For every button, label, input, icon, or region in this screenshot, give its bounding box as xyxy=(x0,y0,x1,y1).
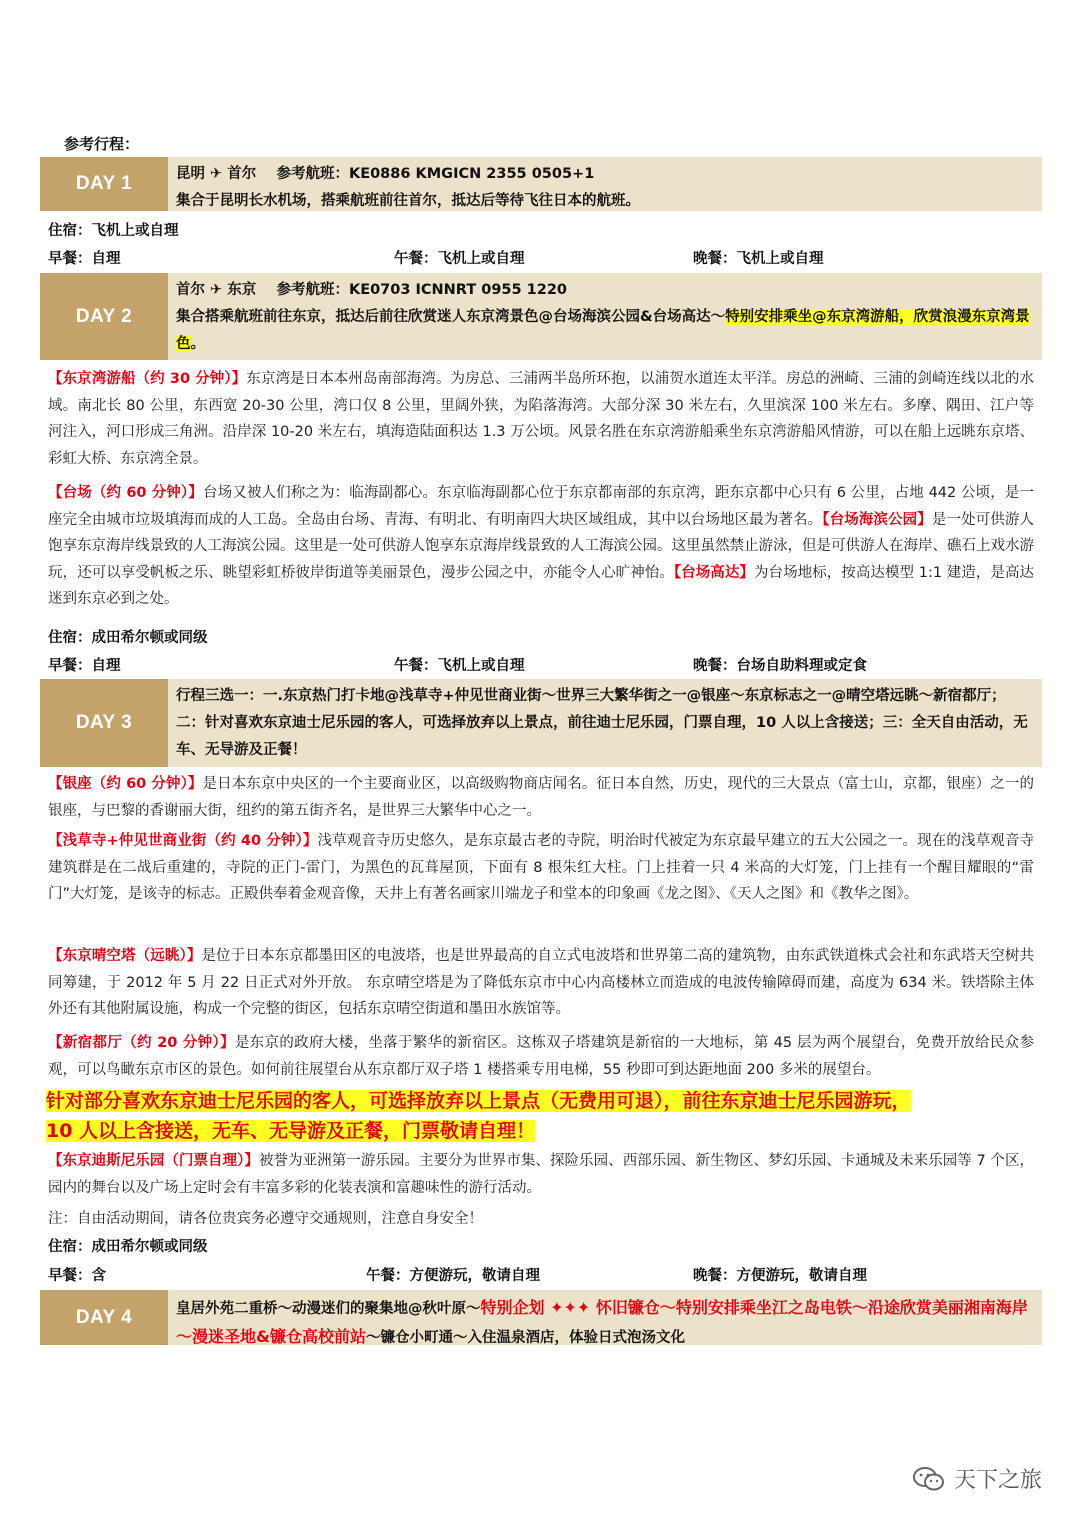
tag-skytree: 【东京晴空塔（远眺）】 xyxy=(48,948,202,964)
day2-route: 首尔 ✈ 东京 xyxy=(176,282,257,298)
day3-paragraph-skytree xyxy=(48,943,1034,1023)
account-watermark xyxy=(912,1463,1042,1494)
day1-flight: 参考航班：KE0886 KMGICN 2355 0505+1 xyxy=(276,166,595,182)
bay-cruise-text: 东京湾是日本本州岛南部海湾。为房总、三浦两半岛所环抱，以浦贺水道连太平洋。房总的洲崎、三浦的剑崎连线以北的水域。南北长 80 公里，东西宽 20-30 公里，湾口仅 8 公里，里阔外狭，为陷落海湾。大部分深 30 米左右，久里滨深 100 米左右。多摩、隅田、江户等河注入，河口形成三角洲。沿岸深 10-20 米左右，填海造陆面积达 1.3 万公顷。风景名胜在东京湾游船乘坐东京湾游船风情游，可以在船上远眺东京塔、彩虹大桥、东京湾全景。 xyxy=(48,371,1034,467)
day3-paragraph-disney xyxy=(48,1148,1034,1201)
day4-label: DAY 4 xyxy=(40,1290,168,1345)
reference-itinerary-title: 参考行程： xyxy=(64,135,140,153)
day2-desc-end: 。 xyxy=(190,336,205,352)
day1-summary xyxy=(168,157,1042,211)
tag-bay-cruise: 【东京湾游船（约 30 分钟）】 xyxy=(48,371,247,387)
day2-paragraph-bay-cruise xyxy=(48,366,1034,472)
day4-summary xyxy=(168,1290,1042,1345)
tag-odaiba: 【台场（约 60 分钟）】 xyxy=(48,485,203,501)
day2-desc-highlight: 特别安排乘坐@东京湾游船，欣赏浪漫东京湾景色 xyxy=(176,309,1030,352)
day3-desc: 行程三选一：一.东京热门打卡地@浅草寺+仲见世商业街～世界三大繁华街之一@银座～东京标志之一@晴空塔远眺～新宿都厅；二：针对喜欢东京迪士尼乐园的客人，可选择放弃以上景点，前往迪士尼乐园，门票自理，10 人以上含接送；三：全天自由活动，无车、无导游及正餐！ xyxy=(176,688,1028,758)
day3-paragraph-shinjuku xyxy=(48,1030,1034,1083)
day3-hotel: 住宿：成田希尔顿或同级 xyxy=(48,1239,208,1255)
day3-lunch: 午餐：方便游玩，敬请自理 xyxy=(366,1268,540,1284)
skytree-text: 是位于日本东京都墨田区的电波塔，也是世界最高的自立式电波塔和世界第二高的建筑物，由东武铁道株式会社和东武塔天空树共同筹建，于 2012 年 5 月 22 日正式对外开放。 东京晴空塔是为了降低东京市中心内高楼林立而造成的电波传输障碍而建，高度为 634 米。铁塔除主体外还有其他附属设施，构成一个完整的街区，包括东京晴空街道和墨田水族馆等。 xyxy=(48,948,1035,1017)
day2-label: DAY 2 xyxy=(40,273,168,360)
day3-paragraph-asakusa xyxy=(48,828,1034,908)
odaiba-gundam-text: 为台场地标，按高达模型 1:1 建造，是高达迷到东京必到之处。 xyxy=(48,564,1035,607)
day2-desc: 集合搭乘航班前往东京，抵达后前往欣赏迷人东京湾景色@台场海滨公园&台场高达～ xyxy=(176,309,726,325)
day3-header xyxy=(40,679,1042,767)
tag-odaiba-park: 【台场海滨公园】 xyxy=(822,511,932,528)
day1-desc: 集合于昆明长水机场，搭乘航班前往首尔，抵达后等待飞往日本的航班。 xyxy=(176,193,640,209)
odaiba-park-text: 是一处可供游人饱享东京海岸线景致的人工海滨公园。这里是一处可供游人饱享东京海岸线景致的人工海滨公园。这里虽然禁止游泳，但是可供游人在海岸、礁石上戏水游玩，还可以享受帆板之乐、眺望彩虹桥彼岸街道等美丽景色，漫步公园之中，亦能令人心旷神怡。 xyxy=(48,511,1035,581)
day3-safety-note: 注：自由活动期间，请各位贵宾务必遵守交通规则，注意自身安全！ xyxy=(48,1211,483,1227)
disney-option-notice xyxy=(46,1086,1036,1146)
day2-hotel: 住宿：成田希尔顿或同级 xyxy=(48,630,208,646)
day1-route: 昆明 ✈ 首尔 xyxy=(176,166,257,182)
odaiba-text: 台场又被人们称之为：临海副都心。东京临海副都心位于东京都南部的东京湾，距东京都中心只有 6 公里，占地 442 公顷，是一座完全由城市垃圾填海而成的人工岛。全岛由台场、青海、有明北、有明南四大块区域组成，其中以台场地区最为著名。 xyxy=(48,485,1034,528)
day4-desc-highlight: 特别企划 ✦✦✦ 怀旧镰仓～特别安排乘坐江之岛电铁～沿途欣赏美丽湘南海岸～漫迷圣地&镰仓高校前站 xyxy=(176,1298,1028,1346)
wechat-icon xyxy=(912,1465,946,1493)
day2-dinner: 晚餐：台场自助料理或定食 xyxy=(693,658,867,674)
day4-desc: 皇居外苑二重桥～动漫迷们的聚集地@秋叶原～ xyxy=(176,1301,481,1317)
day3-paragraph-ginza xyxy=(48,771,1034,824)
tag-disney: 【东京迪斯尼乐园（门票自理）】 xyxy=(48,1153,259,1169)
shinjuku-text: 是东京的政府大楼，坐落于繁华的新宿区。这栋双子塔建筑是新宿的一大地标，第 45 层为两个展望台，免费开放给民众参观，可以鸟瞰东京市区的景色。如何前往展望台从东京都厅双子塔 1 楼搭乘专用电梯，55 秒即可到达距地面 200 多米的展望台。 xyxy=(48,1035,1034,1078)
disney-notice-line2: 10 人以上含接送，无车、无导游及正餐，门票敬请自理！ xyxy=(46,1120,536,1142)
day3-summary xyxy=(168,679,1042,767)
day2-paragraph-odaiba xyxy=(48,480,1034,613)
day2-summary xyxy=(168,273,1042,360)
day1-header xyxy=(40,157,1042,211)
day1-label: DAY 1 xyxy=(40,157,168,211)
day1-breakfast: 早餐：自理 xyxy=(48,251,121,267)
day1-lunch: 午餐：飞机上或自理 xyxy=(394,251,525,267)
disney-notice-line1: 针对部分喜欢东京迪士尼乐园的客人，可选择放弃以上景点（无费用可退），前往东京迪士尼乐园游玩， xyxy=(46,1090,911,1112)
day2-lunch: 午餐：飞机上或自理 xyxy=(394,658,525,674)
day4-desc-end: ～镰仓小町通～入住温泉酒店，体验日式泡汤文化 xyxy=(365,1330,685,1346)
tag-ginza: 【银座（约 60 分钟）】 xyxy=(48,776,203,792)
disney-text: 被誉为亚洲第一游乐园。主要分为世界市集、探险乐园、西部乐园、新生物区、梦幻乐园、卡通城及未来乐园等 7 个区，园内的舞台以及广场上定时会有丰富多彩的化装表演和富趣味性的游行活动。 xyxy=(48,1153,1034,1196)
tag-odaiba-gundam: 【台场高达】 xyxy=(673,564,754,581)
day3-label: DAY 3 xyxy=(40,679,168,767)
day1-hotel: 住宿：飞机上或自理 xyxy=(48,223,179,239)
day2-breakfast: 早餐：自理 xyxy=(48,658,121,674)
day3-breakfast: 早餐：含 xyxy=(48,1268,106,1284)
day3-dinner: 晚餐：方便游玩，敬请自理 xyxy=(693,1268,867,1284)
day2-header xyxy=(40,273,1042,360)
tag-asakusa: 【浅草寺+仲见世商业街（约 40 分钟）】 xyxy=(48,833,318,849)
day1-dinner: 晚餐：飞机上或自理 xyxy=(693,251,824,267)
day2-flight: 参考航班：KE0703 ICNNRT 0955 1220 xyxy=(276,282,568,298)
tag-shinjuku: 【新宿都厅（约 20 分钟）】 xyxy=(48,1035,235,1051)
ginza-text: 是日本东京中央区的一个主要商业区，以高级购物商店闻名。征日本自然，历史，现代的三大景点（富士山，京都，银座）之一的银座，与巴黎的香谢丽大街，纽约的第五街齐名，是世界三大繁华中心之一。 xyxy=(48,776,1034,819)
day4-header xyxy=(40,1290,1042,1345)
watermark-text: 天下之旅 xyxy=(953,1468,1042,1493)
asakusa-text: 浅草观音寺历史悠久，是东京最古老的寺院，明治时代被定为东京最早建立的五大公园之一。现在的浅草观音寺建筑群是在二战后重建的，寺院的正门-雷门，为黑色的瓦葺屋顶，下面有 8 根朱红大柱。门上挂着一只 4 米高的大灯笼，门上挂有一个醒目耀眼的“雷门”大灯笼，是该寺的标志。正殿供奉着金观音像，天井上有著名画家川端龙子和堂本的印象画《龙之图》、《天人之图》和《教华之图》。 xyxy=(48,833,1034,902)
